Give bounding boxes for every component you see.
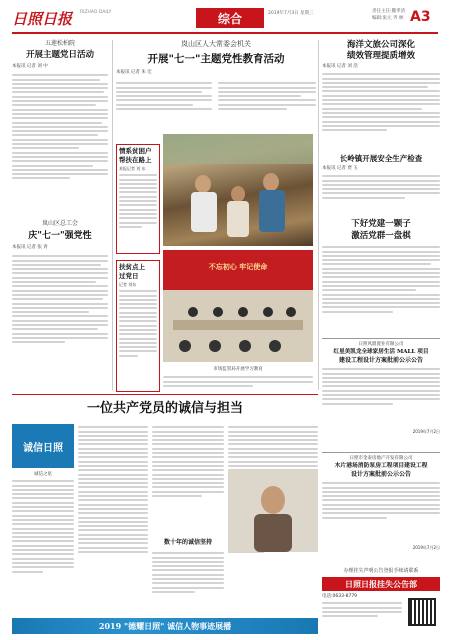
right-col bbox=[322, 40, 440, 600]
home-visit-scene bbox=[163, 134, 313, 246]
right-body-3 bbox=[322, 244, 440, 336]
right-headline-1b: 绩效管理提质增效 bbox=[346, 51, 415, 61]
right-headline-1a: 海洋文旅公司深化 bbox=[346, 40, 415, 50]
footer-banner bbox=[12, 618, 318, 634]
newspaper-logo: 日照日报 bbox=[12, 10, 73, 28]
help-box-1-byline: 本报记者 刘 东 bbox=[119, 166, 146, 171]
col1-body-1 bbox=[12, 72, 108, 200]
credit-logo-text: 诚信日照 bbox=[23, 442, 63, 454]
center-caption: 市场监管局开展学习教育 bbox=[213, 367, 263, 372]
ad2-title-2: 设计方案批前公示公告 bbox=[350, 471, 411, 478]
section-label: 综合 bbox=[217, 11, 242, 26]
right-headline-2: 长岭镇开展安全生产检查 bbox=[339, 154, 423, 163]
promo-banner-text: 日照日报挂失公告部 bbox=[345, 578, 417, 589]
editor-line-2: 编辑:张元 齐 林 bbox=[372, 16, 404, 21]
center-body-bottom bbox=[163, 374, 313, 390]
right-body-1 bbox=[322, 71, 440, 149]
ad1-date: 2019年7月2日 bbox=[412, 429, 440, 434]
center-kicker: 岚山区人大常委会机关 bbox=[181, 40, 251, 48]
qr-code bbox=[408, 598, 436, 626]
ad2-body bbox=[322, 480, 440, 544]
bottom-subhead: 数十年的诚信坚持 bbox=[163, 539, 212, 546]
page-code: A3 bbox=[410, 9, 431, 25]
promo-phone: 电话:0633-8779 bbox=[322, 594, 358, 599]
promo-banner bbox=[322, 577, 440, 591]
ad2-date: 2019年7月2日 bbox=[412, 545, 440, 550]
col1-body-2 bbox=[12, 253, 108, 363]
center-body-left bbox=[116, 80, 212, 114]
bottom-rule bbox=[12, 394, 318, 395]
right-byline-1: 本报讯 记者 刘 浩 bbox=[322, 64, 358, 69]
help-box-1-body bbox=[119, 172, 157, 242]
ad1-title-1: 红星美凯龙全球家居生活 MALL 项目 bbox=[333, 349, 429, 355]
page-date: 2019年7月3日 星期三 bbox=[268, 11, 314, 16]
promo-contact-lines bbox=[322, 600, 402, 626]
col1-divider bbox=[112, 40, 113, 390]
footer-text: 2019 "德耀日照" 诚信人物事迹展播 bbox=[98, 621, 232, 631]
col1-byline-2: 本报讯 记者 张 青 bbox=[12, 245, 48, 250]
help-box-2-body bbox=[119, 288, 157, 380]
col1-kicker: 五莲松柏院 bbox=[44, 40, 75, 47]
ad1-org: 日照风鼎置业有限公司 bbox=[358, 342, 404, 347]
help-box-2 bbox=[116, 260, 160, 392]
meeting-banner: 不忘初心 牢记使命 bbox=[208, 262, 268, 271]
center-byline: 本报讯 记者 朱 宏 bbox=[116, 70, 152, 75]
col1-kicker-2: 岚山区总工会 bbox=[41, 220, 78, 227]
ad1-title-2: 建设工程设计方案批前公示公告 bbox=[338, 357, 423, 364]
bottom-headline: 一位共产党员的诚信与担当 bbox=[86, 401, 243, 416]
credit-subtitle: 诚信之星 bbox=[34, 472, 52, 477]
help-box-1 bbox=[116, 144, 160, 254]
photo-meeting bbox=[163, 250, 313, 362]
right-headline-3a: 下好党建一颗子 bbox=[351, 219, 411, 229]
photo-home-visit bbox=[163, 134, 313, 246]
right-byline-2: 本报讯 记者 贾 玉 bbox=[322, 166, 358, 171]
notice-ad-2 bbox=[322, 452, 440, 564]
ad1-body bbox=[322, 366, 440, 428]
promo-line: 办理挂失声明公告登报手续请联系 bbox=[343, 568, 419, 574]
right-headline-3b: 激活党群一盘棋 bbox=[351, 231, 411, 241]
editor-line-1: 责任主任:魏孝清 bbox=[372, 9, 406, 14]
credit-logo-box bbox=[12, 424, 74, 468]
right-body-2 bbox=[322, 173, 440, 213]
col1-headline-1: 开展主题党日活动 bbox=[25, 50, 94, 60]
col1-byline-1: 本报讯 记者 刘 中 bbox=[12, 64, 48, 69]
center-divider bbox=[318, 40, 319, 390]
col1 bbox=[12, 40, 108, 392]
bottom-body-1 bbox=[12, 478, 74, 614]
col1-headline-2: 庆"七一"强党性 bbox=[28, 231, 92, 241]
promo-contact bbox=[322, 594, 440, 634]
ad2-org: 日照市金泰房地产开发有限公司 bbox=[349, 456, 413, 461]
masthead bbox=[0, 0, 450, 40]
photo-honesty-person bbox=[228, 470, 318, 552]
center-body-right bbox=[218, 80, 316, 114]
notice-ad-1 bbox=[322, 338, 440, 448]
person-portrait bbox=[228, 470, 318, 552]
help-box-2-title: 扶贫点上 过党日 bbox=[119, 263, 145, 280]
bottom-body-3 bbox=[152, 424, 224, 534]
center-headline: 开展"七一"主题党性教育活动 bbox=[147, 53, 285, 65]
edition-note: RIZHAO DAILY bbox=[80, 10, 112, 15]
help-box-2-byline: 记者 刘东 bbox=[119, 282, 137, 287]
section-bar bbox=[196, 8, 264, 28]
bottom-body-2 bbox=[78, 424, 148, 614]
ad2-title-1: 木片港场消防泵房工程项目建设工程 bbox=[334, 463, 428, 469]
help-box-1-title: 情系贫困户 帮扶在路上 bbox=[119, 147, 152, 164]
masthead-rule bbox=[12, 32, 438, 34]
bottom-body-4 bbox=[152, 550, 224, 614]
